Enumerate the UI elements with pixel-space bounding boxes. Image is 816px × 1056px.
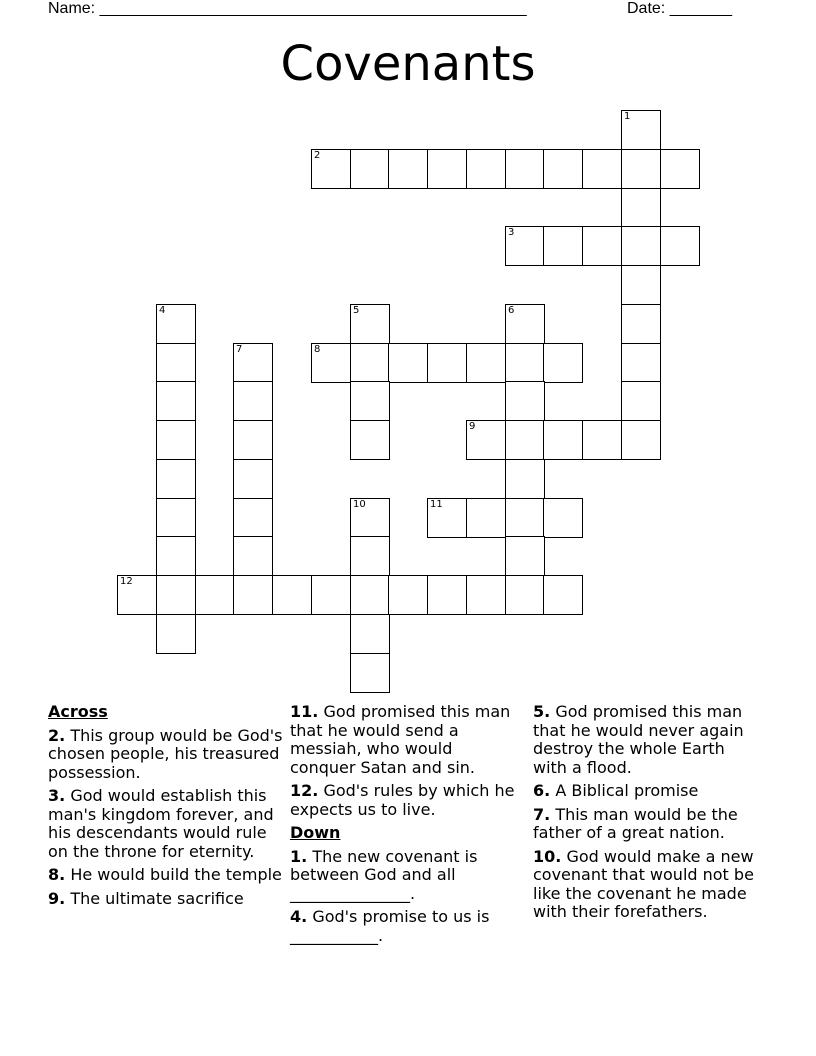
clue-across-12 — [290, 782, 520, 819]
clue-number: 7. — [533, 804, 551, 824]
grid-cell[interactable] — [156, 420, 196, 460]
grid-cell[interactable] — [466, 575, 506, 615]
grid-cell[interactable] — [388, 343, 428, 383]
grid-cell[interactable] — [466, 420, 506, 460]
grid-cell[interactable] — [621, 265, 661, 305]
grid-cell[interactable] — [543, 575, 583, 615]
grid-cell[interactable] — [543, 420, 583, 460]
grid-cell[interactable] — [350, 343, 390, 383]
grid-cell[interactable] — [272, 575, 312, 615]
clue-column-3 — [533, 703, 763, 927]
clue-number: 6. — [533, 781, 551, 800]
clue-down-10 — [533, 848, 763, 922]
grid-cell[interactable] — [466, 498, 506, 538]
grid-cell[interactable] — [117, 575, 157, 615]
grid-cell[interactable] — [621, 226, 661, 266]
grid-cell[interactable] — [350, 149, 390, 189]
clue-down-6 — [533, 782, 763, 801]
grid-cell[interactable] — [427, 343, 467, 383]
cell-number: 6 — [508, 305, 515, 316]
grid-cell[interactable] — [311, 575, 351, 615]
clue-number: 2. — [48, 725, 66, 745]
clue-text: The ultimate sacrifice — [70, 888, 244, 908]
grid-cell[interactable] — [350, 653, 390, 693]
clue-across-11 — [290, 703, 520, 777]
grid-cell[interactable] — [621, 420, 661, 460]
grid-cell[interactable] — [156, 575, 196, 615]
grid-cell[interactable] — [621, 188, 661, 228]
grid-cell[interactable] — [621, 110, 661, 150]
clue-number: 8. — [48, 865, 66, 884]
clue-text: God's rules by which he expects us to live. — [290, 781, 515, 819]
grid-cell[interactable] — [350, 575, 390, 615]
clue-text: God promised this man that he would never again destroy the whole Earth with a flood. — [533, 702, 744, 777]
grid-cell[interactable] — [543, 226, 583, 266]
clue-text: This group would be God's chosen people, his treasured possession. — [48, 725, 283, 782]
grid-cell[interactable] — [350, 614, 390, 654]
cell-number: 4 — [159, 305, 166, 316]
puzzle-title: Covenants — [280, 36, 536, 92]
clue-down-5 — [533, 703, 763, 777]
grid-cell[interactable] — [505, 304, 545, 344]
clue-text: God would make a new covenant that would not be like the covenant he made with their forefathers. — [533, 846, 754, 921]
grid-cell[interactable] — [466, 343, 506, 383]
clue-number: 5. — [533, 702, 551, 721]
grid-cell[interactable] — [621, 381, 661, 421]
grid-cell[interactable] — [505, 149, 545, 189]
clue-across-9 — [48, 890, 284, 909]
grid-cell[interactable] — [233, 575, 273, 615]
grid-cell[interactable] — [233, 536, 273, 576]
date-field-label: Date: _______ — [627, 0, 732, 17]
grid-cell[interactable] — [505, 536, 545, 576]
grid-cell[interactable] — [233, 459, 273, 499]
grid-cell[interactable] — [156, 459, 196, 499]
down-heading: Down — [290, 823, 341, 842]
clue-across-3 — [48, 787, 284, 861]
grid-cell[interactable] — [582, 420, 622, 460]
grid-cell[interactable] — [505, 420, 545, 460]
grid-cell[interactable] — [505, 575, 545, 615]
cell-number: 7 — [236, 344, 243, 355]
clue-number: 1. — [290, 846, 308, 866]
grid-cell[interactable] — [156, 614, 196, 654]
cell-number: 2 — [314, 150, 321, 161]
clue-text: God promised this man that he would send a messiah, who would conquer Satan and sin. — [290, 702, 511, 777]
grid-cell[interactable] — [505, 381, 545, 421]
cell-number: 11 — [430, 499, 443, 510]
clue-down-7 — [533, 806, 763, 843]
grid-cell[interactable] — [427, 575, 467, 615]
grid-cell[interactable] — [350, 536, 390, 576]
grid-cell[interactable] — [388, 575, 428, 615]
grid-cell[interactable] — [543, 498, 583, 538]
grid-cell[interactable] — [621, 343, 661, 383]
clue-text: This man would be the father of a great nation. — [533, 804, 738, 842]
grid-cell[interactable] — [311, 343, 351, 383]
grid-cell[interactable] — [156, 343, 196, 383]
grid-cell[interactable] — [156, 304, 196, 344]
grid-cell[interactable] — [350, 381, 390, 421]
grid-cell[interactable] — [233, 498, 273, 538]
grid-cell[interactable] — [156, 498, 196, 538]
clue-text: The new covenant is between God and all _______________. — [290, 846, 478, 903]
clue-text: God would establish this man's kingdom forever, and his descendants would rule on the throne for eternity. — [48, 786, 274, 861]
grid-cell[interactable] — [350, 498, 390, 538]
cell-number: 5 — [353, 305, 360, 316]
clue-column-1 — [48, 703, 284, 913]
clue-down-4 — [290, 908, 520, 945]
clue-across-8 — [48, 866, 284, 885]
clue-number: 9. — [48, 888, 66, 908]
grid-cell[interactable] — [505, 226, 545, 266]
grid-cell[interactable] — [660, 226, 700, 266]
grid-cell[interactable] — [195, 575, 235, 615]
clue-down-1 — [290, 848, 520, 904]
grid-cell[interactable] — [660, 149, 700, 189]
grid-cell[interactable] — [233, 381, 273, 421]
clue-number: 11. — [290, 702, 319, 721]
grid-cell[interactable] — [427, 149, 467, 189]
grid-cell[interactable] — [311, 149, 351, 189]
grid-cell[interactable] — [582, 226, 622, 266]
clue-number: 10. — [533, 846, 562, 866]
across-heading: Across — [48, 702, 108, 721]
clue-text: God's promise to us is ___________. — [290, 907, 490, 945]
grid-cell[interactable] — [233, 420, 273, 460]
grid-cell[interactable] — [621, 149, 661, 189]
cell-number: 1 — [624, 111, 631, 122]
grid-cell[interactable] — [582, 149, 622, 189]
clue-across-2 — [48, 727, 284, 783]
grid-cell[interactable] — [621, 304, 661, 344]
grid-cell[interactable] — [350, 420, 390, 460]
clue-text: He would build the temple — [70, 865, 282, 884]
cell-number: 9 — [469, 421, 476, 432]
grid-cell[interactable] — [233, 343, 273, 383]
grid-cell[interactable] — [505, 459, 545, 499]
cell-number: 3 — [508, 227, 515, 238]
clue-number: 3. — [48, 786, 66, 805]
clue-number: 12. — [290, 781, 319, 800]
grid-cell[interactable] — [505, 498, 545, 538]
grid-cell[interactable] — [388, 149, 428, 189]
cell-number: 10 — [353, 499, 366, 510]
clue-column-2 — [290, 703, 520, 950]
grid-cell[interactable] — [543, 149, 583, 189]
grid-cell[interactable] — [156, 381, 196, 421]
name-field-label: Name: ________________________________________________ — [48, 0, 527, 17]
clue-text: A Biblical promise — [555, 781, 699, 800]
grid-cell[interactable] — [505, 343, 545, 383]
clue-number: 4. — [290, 907, 308, 926]
grid-cell[interactable] — [156, 536, 196, 576]
grid-cell[interactable] — [466, 149, 506, 189]
grid-cell[interactable] — [350, 304, 390, 344]
grid-cell[interactable] — [427, 498, 467, 538]
grid-cell[interactable] — [543, 343, 583, 383]
cell-number: 12 — [120, 576, 133, 587]
cell-number: 8 — [314, 344, 321, 355]
